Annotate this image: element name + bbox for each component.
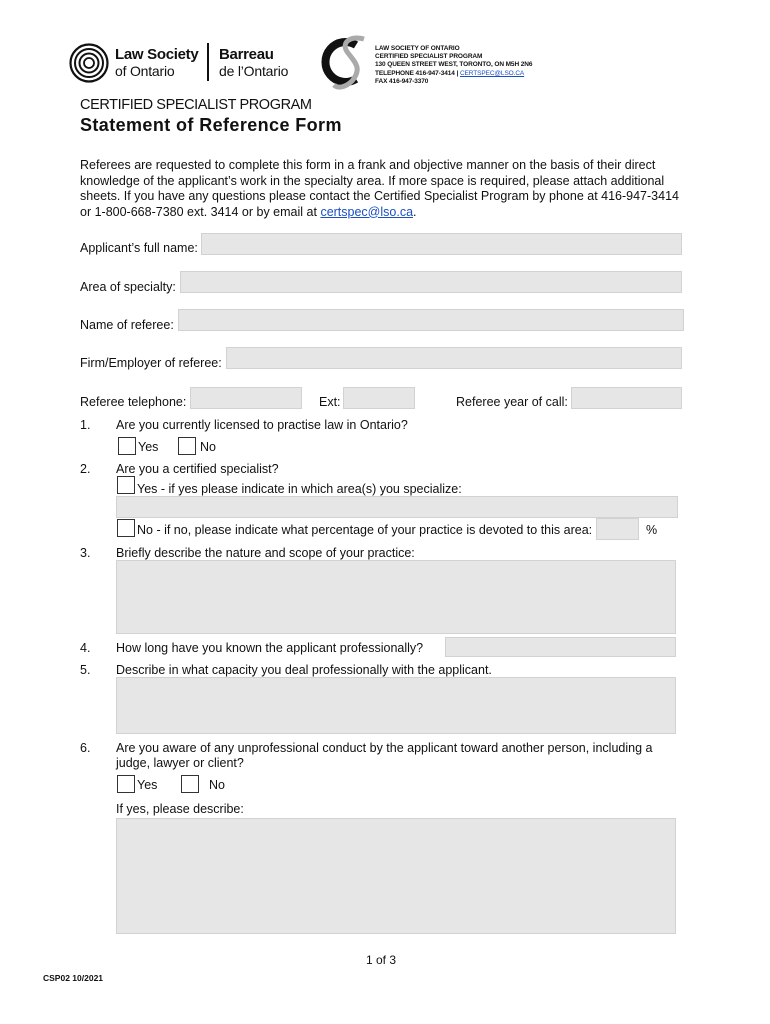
lso-emblem-icon <box>69 43 109 83</box>
q1-yes-label: Yes <box>138 440 159 454</box>
firm-employer-label: Firm/Employer of referee: <box>80 356 222 370</box>
q2-percentage-field[interactable] <box>596 518 639 540</box>
logo-text-en-1: Law Society <box>115 46 199 63</box>
q6-yes-label: Yes <box>137 778 158 792</box>
program-title: CERTIFIED SPECIALIST PROGRAM <box>80 97 312 113</box>
intro-paragraph: Referees are requested to complete this form in a frank and objective manner on the basis of their direct knowledge of the applicant’s work in the specialty area. If more space is required, please attach additional sheets. If you have any questions please contact the Certified Specialist Program by phone at 416-947-3414 or 1-800-668-7380 ext. 3414 or by email at certspec@lso.ca. <box>80 158 679 219</box>
address-line-2: CERTIFIED SPECIALIST PROGRAM <box>375 53 483 61</box>
address-line-5: FAX 416-947-3370 <box>375 77 429 85</box>
applicant-name-label: Applicant’s full name: <box>80 241 198 255</box>
q2-yes-checkbox[interactable] <box>117 476 135 494</box>
form-title: Statement of Reference Form <box>80 115 342 135</box>
q5-capacity-field[interactable] <box>116 677 676 734</box>
q1-no-checkbox[interactable] <box>178 437 196 455</box>
q4-text: How long have you known the applicant professionally? <box>116 641 424 655</box>
q5-number: 5. <box>80 663 91 677</box>
q2-percent-sign: % <box>646 523 658 537</box>
q6-text-line2: judge, lawyer or client? <box>116 756 244 770</box>
logo-text-fr-2: de l’Ontario <box>219 63 289 79</box>
certified-specialist-emblem-icon <box>320 35 370 93</box>
address-line-3: 130 QUEEN STREET WEST, TORONTO, ON M5H 2N6 <box>375 61 533 69</box>
q6-text-line1: Are you aware of any unprofessional conduct by the applicant toward another person, including a <box>116 741 653 755</box>
year-of-call-label: Referee year of call: <box>456 395 568 409</box>
q6-no-checkbox[interactable] <box>181 775 199 793</box>
year-of-call-field[interactable] <box>571 387 682 409</box>
logo-text-fr-1: Barreau <box>219 46 274 63</box>
q2-no-label: No - if no, please indicate what percentage of your practice is devoted to this area: <box>137 523 593 537</box>
referee-name-label: Name of referee: <box>80 318 174 332</box>
ext-label: Ext: <box>319 395 341 409</box>
page-number: 1 of 3 <box>366 953 397 967</box>
q5-text: Describe in what capacity you deal professionally with the applicant. <box>116 663 492 677</box>
q6-describe-label: If yes, please describe: <box>116 802 244 816</box>
q2-number: 2. <box>80 462 91 476</box>
q1-yes-checkbox[interactable] <box>118 437 136 455</box>
address-line-4: TELEPHONE 416-947-3414 | CERTSPEC@LSO.CA <box>375 69 525 77</box>
applicant-name-field[interactable] <box>201 233 682 255</box>
q6-yes-checkbox[interactable] <box>117 775 135 793</box>
logo-text-en-2: of Ontario <box>115 63 175 79</box>
q6-description-field[interactable] <box>116 818 676 934</box>
q2-no-checkbox[interactable] <box>117 519 135 537</box>
intro-email-link[interactable]: certspec@lso.ca <box>320 204 414 219</box>
referee-phone-label: Referee telephone: <box>80 395 187 409</box>
firm-employer-field[interactable] <box>226 347 682 369</box>
area-specialty-field[interactable] <box>180 271 682 293</box>
form-code: CSP02 10/2021 <box>43 973 104 983</box>
header-address <box>375 45 532 86</box>
area-specialty-label: Area of specialty: <box>80 280 176 294</box>
q2-text: Are you a certified specialist? <box>116 462 279 476</box>
q3-practice-description-field[interactable] <box>116 560 676 634</box>
q1-number: 1. <box>80 418 91 432</box>
logo-divider <box>207 43 209 81</box>
referee-phone-field[interactable] <box>190 387 302 409</box>
q4-duration-field[interactable] <box>445 637 676 657</box>
q2-yes-label: Yes - if yes please indicate in which area(s) you specialize: <box>137 482 462 496</box>
q1-text: Are you currently licensed to practise law in Ontario? <box>116 418 408 432</box>
q6-number: 6. <box>80 741 91 755</box>
header-email-link[interactable]: CERTSPEC@LSO.CA <box>459 69 525 77</box>
q3-text: Briefly describe the nature and scope of your practice: <box>116 546 415 560</box>
referee-name-field[interactable] <box>178 309 684 331</box>
q4-number: 4. <box>80 641 91 655</box>
q1-no-label: No <box>200 440 216 454</box>
ext-field[interactable] <box>343 387 415 409</box>
q2-specialty-areas-field[interactable] <box>116 496 678 518</box>
address-line-1: LAW SOCIETY OF ONTARIO <box>375 45 460 52</box>
q3-number: 3. <box>80 546 91 560</box>
q6-no-label: No <box>209 778 225 792</box>
